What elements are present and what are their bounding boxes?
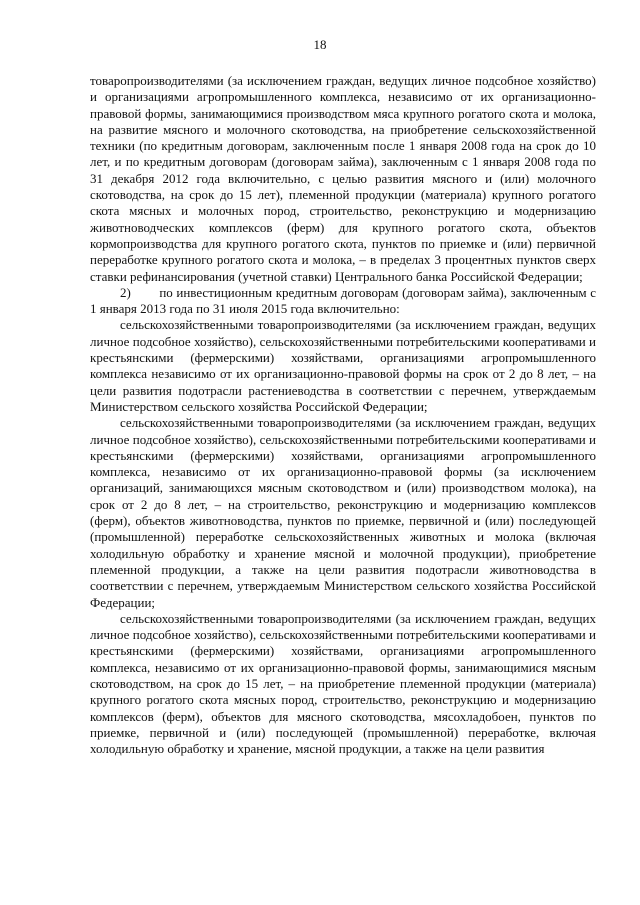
paragraph-continuation: товаропроизводителями (за исключением граждан, ведущих личное подсобное хозяйство) и организациями агропромышленного комплекса, независимо от их организационно-правовой формы, занимающимися производством мяса крупного рогатого скота и молока, на развитие мясного и молочного скотоводства, на приобретение сельскохозяйственной техники (по кредитным договорам, заключенным после 1 января 2008 года на срок до 10 лет, и по кредитным договорам (договорам займа), заключенным с 1 января 2008 года по 31 декабря 2012 года включительно, с целью развития мясного и (или) молочного скотоводства, на срок до 15 лет), племенной продукции (материала) крупного рогатого скота мясных и молочных пород, строительство, реконструкцию и модернизацию животноводческих комплексов (ферм) для крупного рогатого скота, объектов кормопроизводства для крупного рогатого скота, пунктов по приемке и (или) первичной переработке крупного рогатого скота и молока, – в пределах 3 процентных пунктов сверх ставки рефинансирования (учетной ставки) Центрального банка Российской Федерации; (90, 73, 596, 284)
paragraph-item-2: 2) по инвестиционным кредитным договорам (договорам займа), заключенным с 1 января 2013 года по 31 июля 2015 года включительно: (90, 284, 596, 317)
paragraph-crop-production: сельскохозяйственными товаропроизводителями (за исключением граждан, ведущих личное подсобное хозяйство), сельскохозяйственными потребительскими кооперативами и крестьянскими (фермерскими) хозяйствами, организациями агропромышленного комплекса независимо от их организационно-правовой формы на срок от 2 до 8 лет, – на цели развития подотрасли растениеводства в соответствии с перечнем, утверждаемым Министерством сельского хозяйства Российской Федерации; (90, 317, 596, 414)
paragraph-livestock: сельскохозяйственными товаропроизводителями (за исключением граждан, ведущих личное подсобное хозяйство), сельскохозяйственными потребительскими кооперативами и крестьянскими (фермерскими) хозяйствами, организациями агропромышленного комплекса, независимо от их организационно-правовой формы (за исключением организаций, занимающихся мясным скотоводством и (или) производством молока), на срок от 2 до 8 лет, – на строительство, реконструкцию и модернизацию комплексов (ферм), объектов животноводства, пунктов по приемке, первичной и (или) последующей (промышленной) переработке сельскохозяйственных животных и молока (включая холодильную обработку и хранение мясной и молочной продукции), приобретение племенной продукции, а также на цели развития подотрасли животноводства в соответствии с перечнем, утверждаемым Министерством сельского хозяйства Российской Федерации; (90, 415, 596, 610)
document-body (90, 73, 596, 757)
page-number: 18 (313, 37, 327, 52)
paragraph-beef-cattle: сельскохозяйственными товаропроизводителями (за исключением граждан, ведущих личное подсобное хозяйство), сельскохозяйственными потребительскими кооперативами и крестьянскими (фермерскими) хозяйствами, организациями агропромышленного комплекса, независимо от их организационно-правовой формы, занимающимися мясным скотоводством, на срок до 15 лет, – на приобретение племенной продукции (материала) крупного рогатого скота мясных пород, строительство, реконструкцию и модернизацию комплексов (ферм), объектов для мясного скотоводства, мясохладобоен, пунктов по приемке, первичной и (или) последующей (промышленной) переработке, включая холодильную обработку и хранение, мясной продукции, а также на цели развития (90, 610, 596, 757)
